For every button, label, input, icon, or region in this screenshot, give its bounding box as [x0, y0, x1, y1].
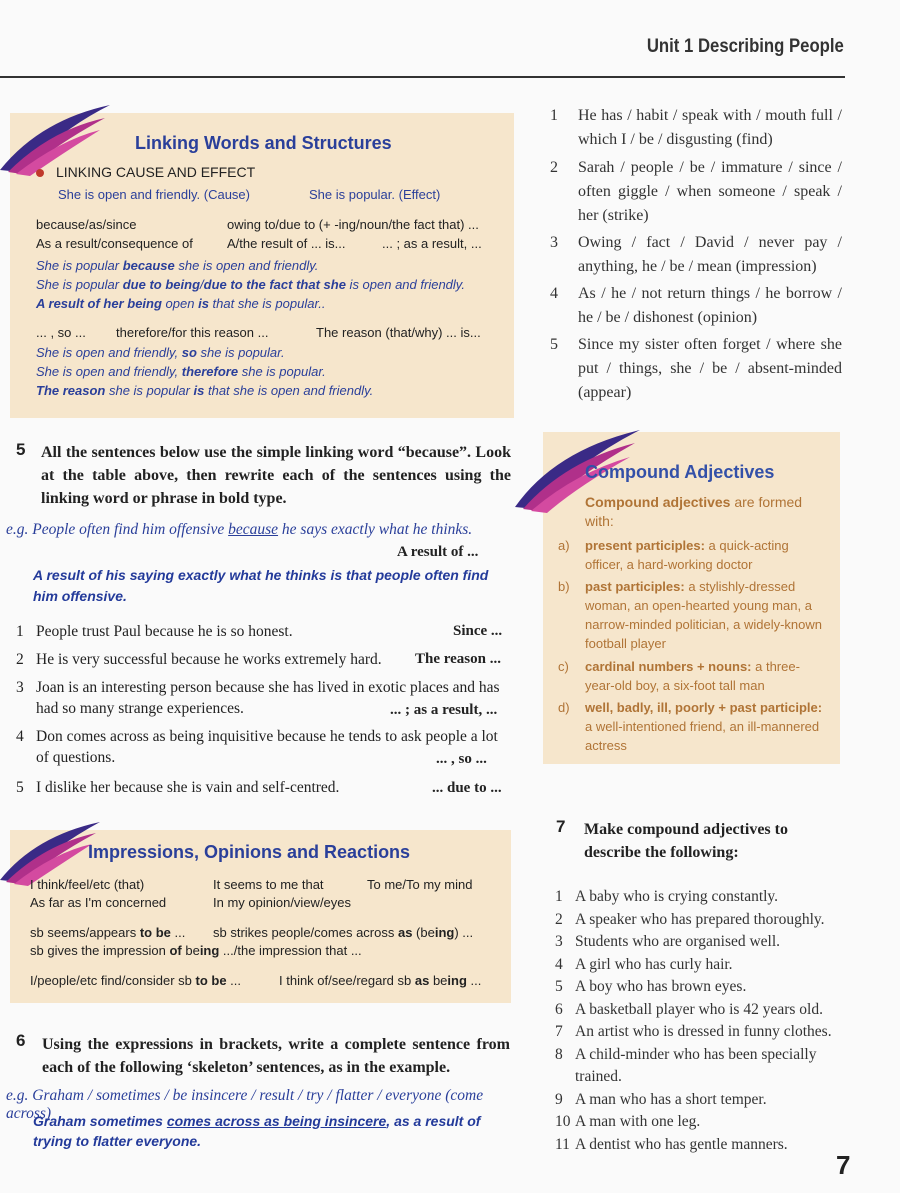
- expr-strikes-people: sb strikes people/comes across as (being) ...: [213, 925, 474, 940]
- compound-letter-b: b): [558, 579, 570, 594]
- exercise-5-cue-2: The reason ...: [415, 651, 501, 667]
- exercise-5-example-cue: A result of ...: [397, 544, 479, 560]
- exercise-6-example-answer: Graham sometimes comes across as being insincere, as a result of trying to flatter everyone.: [33, 1113, 481, 1149]
- expr-seems-appears: sb seems/appears to be ...: [30, 925, 186, 940]
- compound-letter-c: c): [558, 659, 569, 674]
- exercise-5-number: 5: [16, 440, 26, 459]
- example-5: She is open and friendly, therefore she is popular.: [36, 364, 326, 379]
- expr-in-my-opinion: In my opinion/view/eyes: [213, 895, 352, 910]
- expr-it-seems: It seems to me that: [213, 877, 324, 892]
- compound-letter-d: d): [558, 700, 570, 715]
- exercise-6-item-1: 1 He has / habit / speak with / mouth full / which I / be / disgusting (find): [550, 107, 842, 148]
- example-effect: She is popular. (Effect): [309, 187, 441, 202]
- exercise-7-item: 8 A child-minder who has been specially trained.: [555, 1045, 817, 1085]
- exercise-5-item-3: 3 Joan is an interesting person because she has lived in exotic places and has had so many strange experiences.: [16, 679, 500, 717]
- compound-item-d: well, badly, ill, poorly + past participle: a well-intentioned friend, an ill-mannered actress: [585, 700, 823, 753]
- compound-box-title: Compound Adjectives: [585, 462, 775, 482]
- example-cause: She is open and friendly. (Cause): [58, 187, 250, 202]
- exercise-6-number: 6: [16, 1031, 26, 1050]
- linker-owing: owing to/due to (+ -ing/noun/the fact that) ...: [227, 217, 479, 232]
- cause-effect-heading: LINKING CAUSE AND EFFECT: [36, 164, 255, 180]
- exercise-7-item: 5 A boy who has brown eyes.: [555, 978, 747, 995]
- exercise-7-item: 11 A dentist who has gentle manners.: [555, 1135, 788, 1153]
- bullet-icon: [36, 169, 44, 177]
- page-number: 7: [836, 1150, 851, 1180]
- expr-to-me: To me/To my mind: [367, 877, 473, 892]
- exercise-7-item: 3 Students who are organised well.: [555, 933, 781, 950]
- linker-result-is: A/the result of ... is...: [227, 236, 346, 251]
- exercise-6-item-5: 5 Since my sister often forget / where she put / things, she / be / absent-minded (appear): [550, 336, 842, 401]
- linker-as-a-result: ... ; as a result, ...: [382, 236, 482, 251]
- exercise-7-number: 7: [556, 817, 566, 836]
- expr-as-far-as: As far as I'm concerned: [30, 895, 167, 910]
- exercise-5-item-4: 4 Don comes across as being inquisitive because he tends to ask people a lot of questions.: [16, 728, 498, 766]
- exercise-7-item: 2 A speaker who has prepared thoroughly.: [555, 910, 825, 928]
- compound-item-b: past participles: a stylishly-dressed woman, an open-hearted young man, a narrow-minded politician, a widely-known football player: [585, 579, 822, 651]
- header-rule: [0, 76, 845, 78]
- exercise-7-list: [555, 886, 845, 1156]
- exercise-5-cue-4: ... , so ...: [436, 751, 487, 767]
- exercise-5-cue-5: ... due to ...: [432, 780, 502, 796]
- exercise-5-instruction: All the sentences below use the simple linking word “because”. Look at the table above, then rewrite each of the sentences using the linking word or phrase in bold type.: [41, 444, 511, 507]
- exercise-5-item-5: 5 I dislike her because she is vain and self-centred.: [16, 779, 340, 796]
- compound-letter-a: a): [558, 538, 570, 553]
- exercise-5-item-1: 1 People trust Paul because he is so honest.: [16, 623, 293, 640]
- expr-find-consider: I/people/etc find/consider sb to be ...: [30, 973, 242, 988]
- example-3: A result of her being open is that she is popular..: [36, 296, 326, 311]
- exercise-7-item: 7 An artist who is dressed in funny clothes.: [555, 1023, 832, 1040]
- linking-box-title: Linking Words and Structures: [135, 133, 392, 153]
- linker-because: because/as/since: [36, 217, 137, 232]
- exercise-7-item: 6 A basketball player who is 42 years old.: [555, 1000, 823, 1018]
- impressions-box-title: Impressions, Opinions and Reactions: [88, 842, 411, 862]
- example-1: She is popular because she is open and friendly.: [36, 258, 319, 273]
- linker-reason: The reason (that/why) ... is...: [316, 325, 481, 340]
- exercise-7-item: 4 A girl who has curly hair.: [555, 955, 733, 973]
- compound-item-a: present participles: a quick-acting officer, a hard-working doctor: [585, 538, 789, 572]
- linker-therefore: therefore/for this reason ...: [116, 325, 269, 340]
- linker-as-a-result-of: As a result/consequence of: [36, 236, 193, 251]
- example-2: She is popular due to being/due to the fact that she is open and friendly.: [36, 277, 465, 292]
- exercise-6-item-4: 4 As / he / not return things / he borrow / he / be / dishonest (opinion): [550, 285, 842, 326]
- expr-gives-impression: sb gives the impression of being .../the impression that ...: [30, 943, 362, 958]
- exercise-6-instruction: Using the expressions in brackets, write a complete sentence from each of the following ‘skeleton’ sentences, as in the example.: [42, 1036, 510, 1076]
- compound-intro: Compound adjectives are formed with:: [585, 494, 803, 529]
- exercise-6-item-2: 2 Sarah / people / be / immature / since / often giggle / when someone / speak / her (strike): [550, 159, 842, 224]
- compound-item-c: cardinal numbers + nouns: a three-year-old boy, a six-foot tall man: [585, 659, 800, 693]
- exercise-5-example: e.g. People often find him offensive because he says exactly what he thinks.: [6, 521, 473, 538]
- expr-think-of: I think of/see/regard sb as being ...: [279, 973, 482, 988]
- exercise-5-example-answer: A result of his saying exactly what he thinks is that people often find him offensive.: [33, 567, 489, 604]
- exercise-6-example: e.g. Graham / sometimes / be insincere / result / try / flatter / everyone (come across): [6, 1087, 484, 1122]
- exercise-5-cue-3: ... ; as a result, ...: [390, 702, 498, 718]
- expr-i-think: I think/feel/etc (that): [30, 877, 145, 892]
- example-4: She is open and friendly, so she is popular.: [36, 345, 285, 360]
- exercise-6-item-3: 3 Owing / fact / David / never pay / anything, he / be / mean (impression): [550, 234, 842, 275]
- example-6: The reason she is popular is that she is open and friendly.: [36, 383, 374, 398]
- linker-so: ... , so ...: [36, 325, 86, 340]
- unit-header: Unit 1 Describing People: [647, 36, 844, 57]
- exercise-7-instruction: Make compound adjectives to describe the following:: [584, 821, 788, 861]
- exercise-7-item: 10 A man with one leg.: [555, 1113, 701, 1130]
- exercise-7-item: 1 A baby who is crying constantly.: [555, 888, 779, 905]
- exercise-5-item-2: 2 He is very successful because he works extremely hard.: [16, 651, 382, 668]
- exercise-7-item: 9 A man who has a short temper.: [555, 1090, 767, 1108]
- exercise-5-cue-1: Since ...: [453, 623, 503, 639]
